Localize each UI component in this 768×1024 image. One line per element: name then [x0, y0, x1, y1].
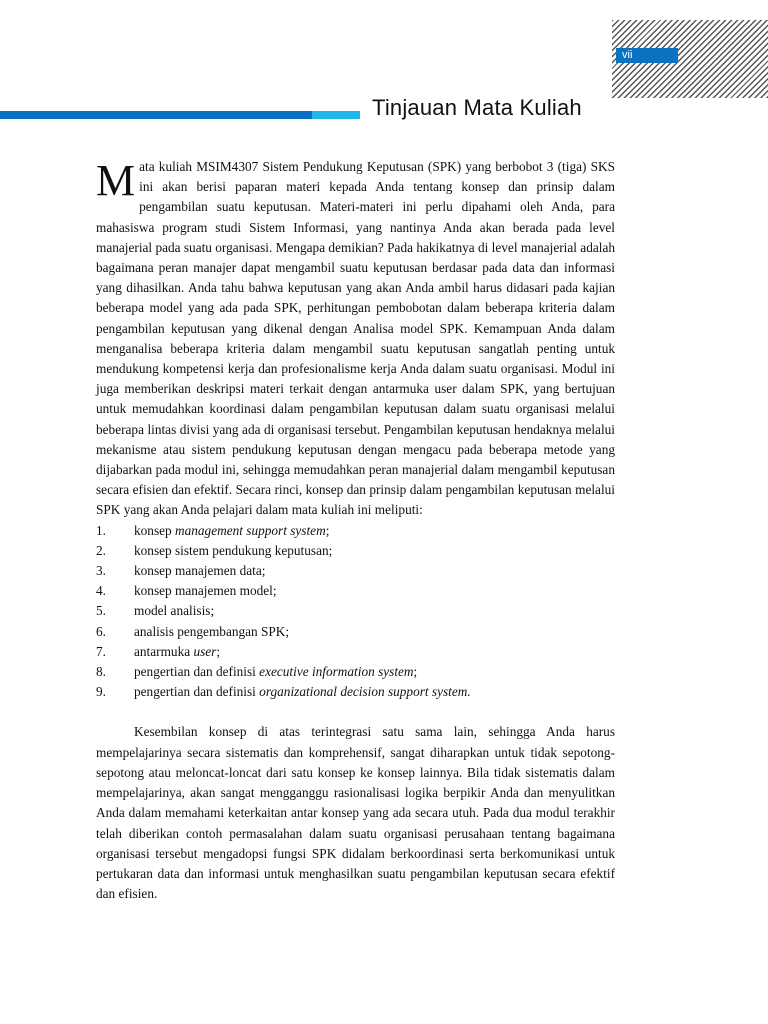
header-rule-light [312, 111, 360, 119]
document-body [96, 157, 615, 904]
intro-text: ata kuliah MSIM4307 Sistem Pendukung Keputusan (SPK) yang berbobot 3 (tiga) SKS ini akan berisi paparan materi kepada Anda tentang konsep dan prinsip dalam pengambilan suatu keputusan. Materi-materi ini perlu dipahami oleh Anda, para mahasiswa program studi Sistem Informasi, yang nantinya Anda akan berada pada level manajerial pada suatu organisasi. Mengapa demikian? Pada hakikatnya di level manajerial adalah bagaimana peran manajer dapat mengambil suatu keputusan berdasar pada data dan informasi yang dihasilkan. Anda tahu bahwa keputusan yang akan Anda ambil harus didasari pada kajian beberapa model yang ada pada SPK, perhitungan pembobotan dalam beberapa kriteria dalam pengambilan keputusan yang dikenal dengan Analisa model SPK. Kemampuan Anda dalam menganalisa beberapa kriteria dalam mengambil suatu keputusan sangatlah penting untuk mendukung kompetensi kerja dan profesionalisme kerja Anda dalam suatu organisasi. Modul ini juga memberikan deskripsi materi terkait dengan antarmuka user dalam SPK, yang bertujuan untuk memudahkan koordinasi dalam pengambilan keputusan dalam suatu organisasi melalui beberapa lintas divisi yang ada di organisasi tersebut. Pengambilan keputusan hendaknya melalui mekanisme atau sistem pendukung keputusan dengan mengacu pada beberapa metode yang dijabarkan pada modul ini, sehingga memudahkan peran manajerial dalam mengambil keputusan secara efisien dan efektif. Secara rinci, konsep dan prinsip dalam pengambilan keputusan melalui SPK yang akan Anda pelajari dalam mata kuliah ini meliputi: [96, 159, 615, 518]
intro-paragraph [96, 157, 615, 521]
topic-list [96, 521, 615, 703]
header-rule-dark [0, 111, 312, 119]
list-item: 1. konsep management support system; [96, 522, 330, 538]
list-item: 9. pengertian dan definisi organizational decision support system. [96, 684, 471, 700]
list-item: 6. analisis pengembangan SPK; [96, 623, 290, 639]
page-title: Tinjauan Mata Kuliah [372, 95, 582, 120]
list-item: 7. antarmuka user; [96, 643, 221, 659]
list-item: 5. model analisis; [96, 603, 215, 619]
list-item: 8. pengertian dan definisi executive information system; [96, 664, 418, 680]
page-number-tab: vii [616, 48, 678, 63]
list-item: 2. konsep sistem pendukung keputusan; [96, 542, 333, 558]
list-item: 4. konsep manajemen model; [96, 583, 277, 599]
closing-paragraph: Kesembilan konsep di atas terintegrasi satu sama lain, sehingga Anda harus mempelajarinya secara sistematis dan komprehensif, sangat diharapkan untuk tidak sepotong-sepotong atau meloncat-loncat dari satu konsep ke konsep lainnya. Bila tidak sistematis dalam mempelajarinya, akan sangat mengganggu rasionalisasi logika berpikir Anda dan menyulitkan Anda dalam memahami keterkaitan antar konsep yang ada secara utuh. Pada dua modul terakhir telah diberikan contoh permasalahan dalam suatu organisasi perusahaan tentang bagaimana organisasi tersebut mengadopsi fungsi SPK didalam berkoordinasi serta berkomunikasi untuk pertukaran data dan informasi untuk menghasilkan suatu pengambilan keputusan secara efektif dan efisien. [96, 724, 615, 902]
drop-cap: M [96, 156, 136, 205]
list-item: 3. konsep manajemen data; [96, 563, 266, 579]
